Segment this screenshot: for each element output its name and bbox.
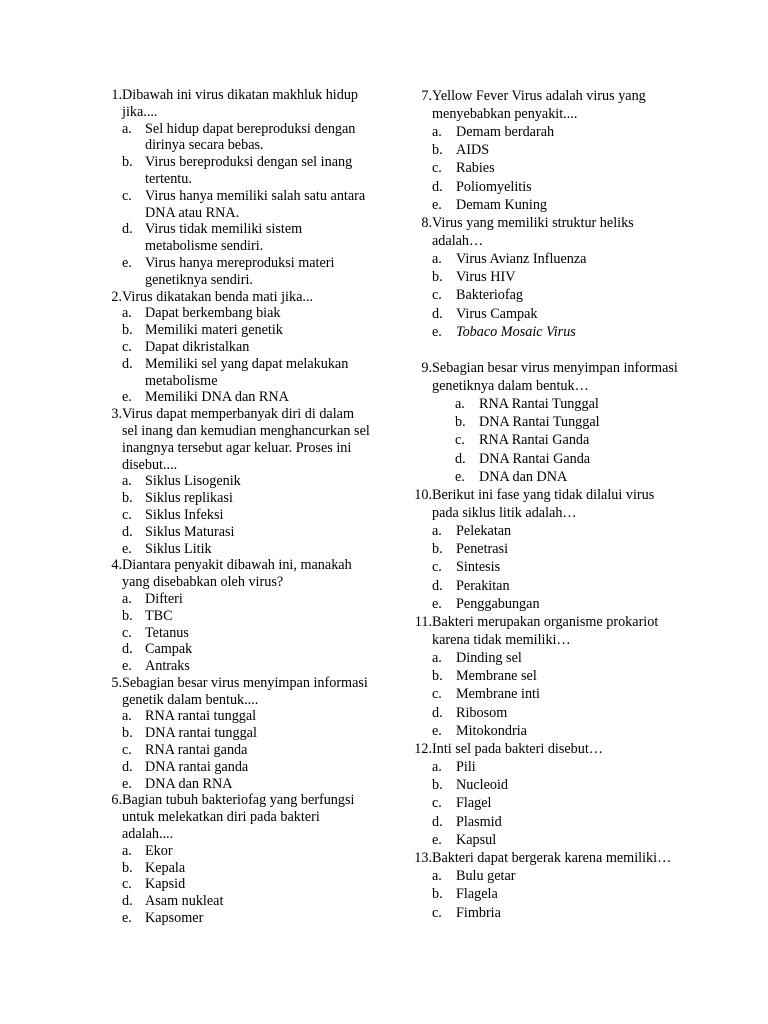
option-text: Dapat dikristalkan — [145, 338, 250, 355]
option-letter: d. — [122, 523, 133, 540]
option-text: Penggabungan — [456, 595, 540, 612]
question-text: Inti sel pada bakteri disebut… — [432, 741, 603, 758]
option-letter: a. — [455, 396, 465, 413]
option-text: DNA dan RNA — [145, 775, 233, 792]
option-letter: e. — [122, 540, 132, 557]
option-c — [432, 159, 682, 177]
question-number: 5. — [111, 674, 122, 691]
question-7 — [407, 87, 682, 214]
option-b — [122, 608, 370, 625]
option-d — [122, 524, 370, 541]
option-text: Sintesis — [456, 559, 501, 576]
question-number: 9. — [421, 360, 432, 377]
question-3 — [95, 406, 370, 557]
option-letter: e. — [122, 775, 132, 792]
option-text: Pelekatan — [456, 523, 512, 540]
option-list — [95, 708, 370, 792]
option-text: Plasmid — [456, 813, 502, 830]
option-a — [122, 708, 370, 725]
option-a — [432, 123, 682, 141]
question-text: Virus dikatakan benda mati jika... — [122, 288, 314, 305]
right-column — [407, 87, 682, 922]
option-text: Siklus Infeksi — [145, 506, 224, 523]
option-b — [432, 776, 682, 794]
question-text: Virus dapat memperbanyak diri di dalam sel inang dan kemudian menghancurkan sel inangnya tersebut agar keluar. Proses ini disebut.... — [122, 406, 370, 473]
option-a — [122, 305, 370, 322]
option-letter: e. — [122, 389, 132, 406]
question-stem — [407, 613, 682, 649]
option-a — [122, 121, 370, 155]
option-text: Virus Campak — [456, 305, 538, 322]
option-text: Tobaco Mosaic Virus — [456, 323, 576, 340]
option-letter: a. — [122, 473, 132, 490]
option-text: Kepala — [145, 859, 186, 876]
question-text: Dibawah ini virus dikatan makhluk hidup jika.... — [122, 87, 359, 120]
option-d — [432, 178, 682, 196]
option-d — [432, 577, 682, 595]
option-letter: e. — [432, 722, 442, 739]
option-list — [407, 395, 682, 486]
option-b — [122, 725, 370, 742]
option-letter: b. — [122, 322, 133, 339]
option-list — [95, 591, 370, 675]
option-c — [432, 794, 682, 812]
option-d — [432, 813, 682, 831]
question-2 — [95, 289, 370, 407]
option-letter: b. — [122, 725, 133, 742]
option-d — [122, 641, 370, 658]
option-list — [95, 121, 370, 289]
option-e — [122, 658, 370, 675]
option-letter: e. — [455, 468, 465, 485]
question-stem — [95, 289, 370, 306]
question-number: 11. — [414, 614, 432, 631]
option-text: AIDS — [456, 142, 490, 159]
option-letter: d. — [432, 577, 443, 594]
question-number: 6. — [111, 792, 122, 809]
question-stem — [95, 675, 370, 709]
option-text: Difteri — [145, 590, 183, 607]
question-10 — [407, 486, 682, 613]
option-letter: a. — [432, 124, 442, 140]
option-letter: b. — [432, 541, 443, 558]
option-c — [122, 507, 370, 524]
question-text: Virus yang memiliki struktur heliks adalah… — [432, 215, 634, 250]
option-text: RNA rantai ganda — [145, 742, 248, 759]
question-11 — [407, 613, 682, 740]
option-letter: c. — [432, 160, 442, 177]
option-text: Bulu getar — [456, 868, 516, 885]
question-number: 10. — [414, 487, 432, 504]
left-column — [95, 87, 370, 927]
option-letter: b. — [455, 414, 466, 431]
option-c — [122, 188, 370, 222]
option-letter: e. — [122, 658, 132, 675]
option-c — [122, 742, 370, 759]
option-letter: d. — [432, 813, 443, 830]
option-text: Demam Kuning — [456, 196, 548, 213]
option-text: Kapsomer — [145, 910, 204, 927]
question-stem — [95, 87, 370, 121]
option-c — [122, 876, 370, 893]
option-letter: e. — [122, 910, 132, 927]
question-4 — [95, 557, 370, 675]
option-text: Tetanus — [145, 624, 189, 641]
question-stem — [407, 359, 682, 395]
option-text: Virus bereproduksi dengan sel inang tertentu. — [145, 154, 353, 187]
option-text: DNA dan DNA — [479, 468, 568, 485]
option-letter: b. — [122, 607, 133, 624]
option-e — [432, 831, 682, 849]
option-list — [95, 473, 370, 557]
option-c — [432, 904, 682, 922]
option-text: Memiliki materi genetik — [145, 322, 283, 339]
option-text: Perakitan — [456, 577, 510, 594]
option-text: Asam nukleat — [145, 893, 224, 910]
question-9 — [407, 359, 682, 486]
option-text: Bakteriofag — [456, 287, 523, 304]
option-letter: b. — [432, 142, 443, 159]
option-text: Membrane inti — [456, 686, 540, 703]
option-b — [122, 322, 370, 339]
option-letter: e. — [432, 196, 442, 213]
option-list — [407, 649, 682, 740]
option-d — [122, 221, 370, 255]
option-text: Virus tidak memiliki sistem metabolisme sendiri. — [145, 221, 303, 255]
option-letter: a. — [122, 590, 132, 607]
option-d — [455, 450, 682, 468]
option-letter: a. — [122, 120, 132, 137]
option-e — [122, 389, 370, 406]
option-text: DNA rantai tunggal — [145, 725, 257, 742]
option-letter: c. — [432, 904, 442, 921]
option-letter: d. — [432, 178, 443, 195]
option-e — [432, 595, 682, 613]
option-e — [122, 255, 370, 289]
question-5 — [95, 675, 370, 793]
option-b — [122, 490, 370, 507]
option-text: Demam berdarah — [456, 124, 555, 140]
option-text: Rabies — [456, 160, 495, 177]
option-b — [455, 413, 682, 431]
option-letter: b. — [122, 154, 133, 171]
option-list — [95, 305, 370, 406]
option-letter: d. — [122, 893, 133, 910]
option-letter: d. — [432, 704, 443, 721]
option-text: DNA rantai ganda — [145, 758, 249, 775]
option-text: Virus hanya memiliki salah satu antara DNA atau RNA. — [145, 187, 366, 221]
option-letter: c. — [122, 338, 132, 355]
option-letter: b. — [122, 859, 133, 876]
option-b — [432, 540, 682, 558]
option-text: Siklus Litik — [145, 540, 212, 557]
option-text: Kapsul — [456, 831, 497, 848]
option-b — [432, 667, 682, 685]
question-text: Bagian tubuh bakteriofag yang berfungsi untuk melekatkan diri pada bakteri adalah.... — [122, 792, 355, 843]
question-stem — [407, 486, 682, 522]
option-letter: e. — [122, 254, 132, 271]
question-number: 7. — [421, 88, 432, 104]
option-a — [122, 591, 370, 608]
option-text: Sel hidup dapat bereproduksi dengan dirinya secara bebas. — [145, 120, 356, 154]
option-text: RNA Rantai Tunggal — [479, 396, 599, 413]
option-letter: c. — [432, 686, 442, 703]
option-list — [407, 867, 682, 922]
option-text: Kapsid — [145, 876, 186, 893]
question-6 — [95, 792, 370, 926]
option-text: RNA Rantai Ganda — [479, 432, 590, 449]
question-stem — [407, 740, 682, 758]
option-text: Memiliki DNA dan RNA — [145, 389, 289, 406]
question-number: 4. — [111, 557, 122, 574]
question-number: 12. — [414, 741, 432, 758]
option-a — [432, 867, 682, 885]
option-text: Memiliki sel yang dapat melakukan metabolisme — [145, 355, 349, 389]
question-13 — [407, 849, 682, 922]
option-b — [122, 860, 370, 877]
option-letter: a. — [122, 708, 132, 725]
question-text: Yellow Fever Virus adalah virus yang menyebabkan penyakit.... — [432, 88, 646, 122]
option-a — [432, 758, 682, 776]
option-letter: d. — [122, 355, 133, 372]
option-letter: d. — [122, 758, 133, 775]
option-text: Siklus Lisogenik — [145, 473, 241, 490]
option-list — [407, 250, 682, 341]
option-letter: c. — [122, 742, 132, 759]
option-letter: c. — [432, 559, 442, 576]
option-text: Virus HIV — [456, 269, 516, 286]
option-d — [432, 305, 682, 323]
option-text: Virus hanya mereproduksi materi genetiknya sendiri. — [145, 254, 335, 288]
option-list — [407, 758, 682, 849]
option-list — [95, 843, 370, 927]
option-text: Membrane sel — [456, 668, 537, 685]
option-e — [122, 541, 370, 558]
option-letter: c. — [455, 432, 465, 449]
option-d — [432, 704, 682, 722]
option-c — [122, 625, 370, 642]
option-letter: b. — [432, 269, 443, 286]
option-a — [432, 522, 682, 540]
option-e — [432, 722, 682, 740]
question-stem — [95, 406, 370, 473]
option-letter: d. — [122, 221, 133, 238]
option-text: TBC — [145, 607, 173, 624]
option-letter: e. — [432, 595, 442, 612]
option-c — [432, 685, 682, 703]
option-a — [432, 649, 682, 667]
option-text: Siklus replikasi — [145, 490, 233, 507]
question-number: 8. — [421, 215, 432, 232]
option-letter: b. — [122, 490, 133, 507]
option-e — [122, 910, 370, 927]
option-text: Dinding sel — [456, 650, 522, 667]
question-text: Diantara penyakit dibawah ini, manakah yang disebabkan oleh virus? — [122, 557, 352, 591]
option-list — [407, 522, 682, 613]
question-text: Bakteri dapat bergerak karena memiliki… — [432, 850, 672, 867]
option-letter: d. — [432, 305, 443, 322]
option-letter: b. — [432, 777, 443, 794]
question-text: Sebagian besar virus menyimpan informasi genetik dalam bentuk.... — [122, 674, 368, 708]
question-12 — [407, 740, 682, 849]
option-text: Flagela — [456, 886, 498, 903]
question-number: 3. — [111, 406, 122, 423]
option-d — [122, 759, 370, 776]
question-text: Bakteri merupakan organisme prokariot karena tidak memiliki… — [432, 614, 659, 649]
question-number: 13. — [414, 850, 432, 867]
option-d — [122, 893, 370, 910]
option-text: Campak — [145, 641, 193, 658]
option-text: Flagel — [456, 795, 492, 812]
option-letter: d. — [455, 450, 466, 467]
option-text: RNA rantai tunggal — [145, 708, 257, 725]
question-8 — [407, 214, 682, 341]
question-stem — [95, 557, 370, 591]
option-text: Ribosom — [456, 704, 508, 721]
option-text: Ekor — [145, 842, 173, 859]
option-a — [122, 843, 370, 860]
option-text: Dapat berkembang biak — [145, 305, 281, 322]
question-text: Berikut ini fase yang tidak dilalui virus pada siklus litik adalah… — [432, 487, 655, 522]
option-b — [432, 141, 682, 159]
option-letter: b. — [432, 668, 443, 685]
option-text: Siklus Maturasi — [145, 523, 235, 540]
option-letter: e. — [432, 831, 442, 848]
option-c — [432, 286, 682, 304]
option-text: Mitokondria — [456, 722, 527, 739]
option-letter: a. — [122, 305, 132, 322]
option-text: Virus Avianz Influenza — [456, 251, 587, 268]
option-letter: b. — [432, 886, 443, 903]
option-text: DNA Rantai Ganda — [479, 450, 591, 467]
option-text: Fimbria — [456, 904, 501, 921]
option-text: Poliomyelitis — [456, 178, 532, 195]
option-letter: c. — [122, 187, 132, 204]
option-e — [122, 776, 370, 793]
option-a — [455, 395, 682, 413]
option-letter: a. — [432, 523, 442, 540]
option-d — [122, 356, 370, 390]
option-list — [407, 123, 682, 214]
option-e — [432, 196, 682, 214]
option-text: DNA Rantai Tunggal — [479, 414, 600, 431]
option-text: Pili — [456, 759, 476, 776]
question-text: Sebagian besar virus menyimpan informasi genetiknya dalam bentuk… — [432, 360, 678, 395]
option-letter: c. — [432, 287, 442, 304]
question-stem — [407, 849, 682, 867]
question-number: 1. — [111, 87, 122, 103]
option-letter: a. — [432, 759, 442, 776]
question-stem — [95, 792, 370, 842]
option-text: Nucleoid — [456, 777, 509, 794]
option-letter: a. — [432, 251, 442, 268]
option-letter: d. — [122, 641, 133, 658]
option-letter: e. — [432, 323, 442, 340]
question-1 — [95, 87, 370, 289]
option-letter: c. — [122, 506, 132, 523]
option-a — [122, 473, 370, 490]
option-b — [432, 268, 682, 286]
option-text: Penetrasi — [456, 541, 509, 558]
question-stem — [407, 214, 682, 250]
option-letter: c. — [122, 624, 132, 641]
option-text: Antraks — [145, 658, 190, 675]
option-e — [432, 323, 682, 341]
option-c — [455, 431, 682, 449]
option-e — [455, 468, 682, 486]
option-letter: c. — [432, 795, 442, 812]
option-letter: a. — [122, 842, 132, 859]
option-letter: a. — [432, 650, 442, 667]
option-b — [122, 154, 370, 188]
option-b — [432, 885, 682, 903]
option-c — [432, 558, 682, 576]
question-number: 2. — [111, 288, 122, 305]
option-letter: a. — [432, 868, 442, 885]
option-c — [122, 339, 370, 356]
question-stem — [407, 87, 682, 123]
option-a — [432, 250, 682, 268]
option-letter: c. — [122, 876, 132, 893]
spacer — [407, 341, 682, 359]
